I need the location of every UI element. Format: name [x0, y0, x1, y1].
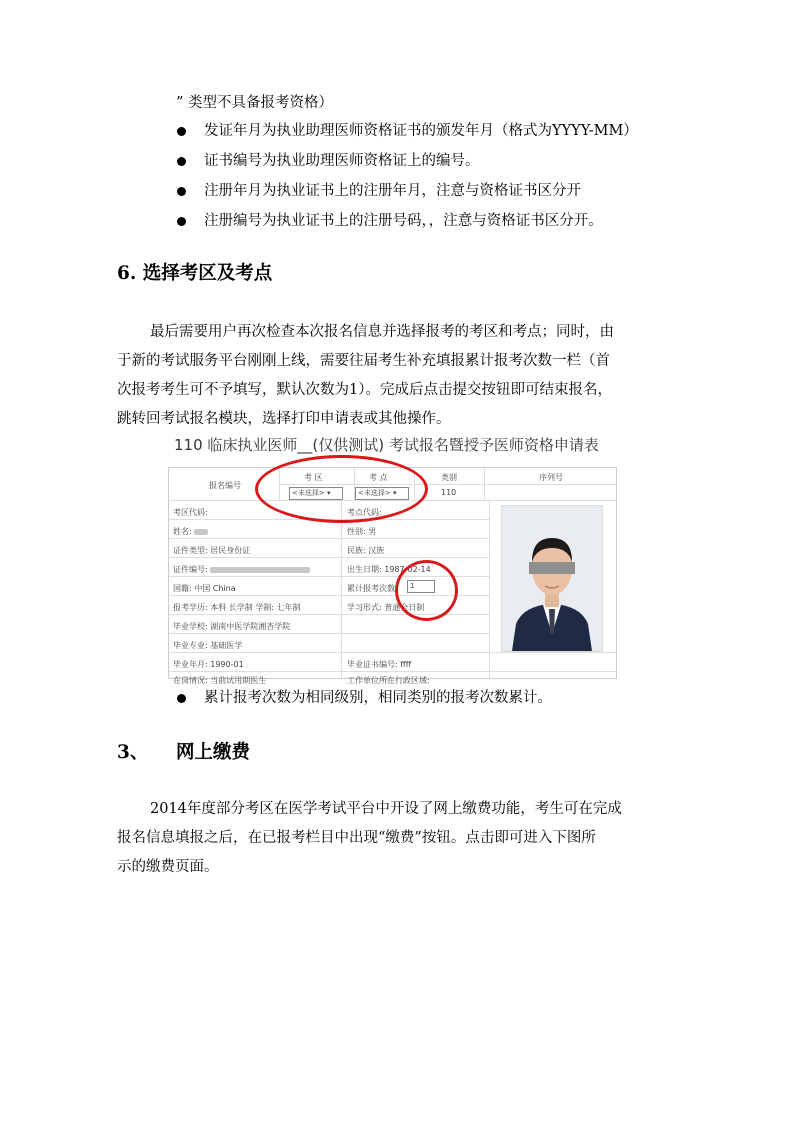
site-label: 考 点 — [369, 473, 388, 482]
chevron-down-icon: ▾ — [324, 489, 331, 497]
paragraph-line: 示的缴费页面。 — [117, 859, 219, 875]
form-field: 在岗情况: 当前试用期医生 — [173, 676, 267, 685]
bullet-dot — [177, 217, 186, 226]
form-field — [173, 526, 208, 537]
section-number: 3、 — [117, 742, 149, 763]
bullet-dot — [177, 694, 186, 703]
site-select-value: <未选择> — [358, 489, 391, 497]
divider — [169, 557, 489, 558]
form-field-label: 姓名: — [173, 527, 192, 536]
bullet-text: 累计报考次数为相同级别，相同类别的报考次数累计。 — [204, 690, 552, 706]
form-field: 证件类型: 居民身份证 — [173, 546, 251, 555]
form-field: 考区代码: — [173, 508, 208, 517]
bullet-dot — [177, 127, 186, 136]
form-field: 学习形式: 普通全日制 — [347, 603, 425, 612]
form-field: 报考学历: 本科 长学制 学制: 七年制 — [173, 603, 301, 612]
form-field: 性别: 男 — [347, 527, 377, 536]
section-paragraph — [117, 795, 665, 882]
paragraph-line: 2014年度部分考区在医学考试平台中开设了网上缴费功能，考生可在完成 — [150, 801, 622, 817]
paragraph-line: 报名信息填报之后，在已报考栏目中出现“缴费”按钮。点击即可进入下图所 — [117, 830, 596, 846]
form-field: 出生日期: 1987-02-14 — [347, 565, 431, 574]
divider — [169, 538, 489, 539]
chevron-down-icon: ▾ — [390, 489, 397, 497]
form-field: 毕业证书编号: ffff — [347, 660, 412, 669]
bullet-text: 注册年月为执业证书上的注册年月，注意与资格证书区分开 — [204, 183, 581, 199]
serial-label: 序列号 — [539, 473, 563, 482]
redacted-mark — [194, 529, 208, 535]
bullet-text: 发证年月为执业助理医师资格证书的颁发年月（格式为YYYY-MM） — [204, 123, 638, 139]
form-field: 累计报考次数: — [347, 584, 398, 593]
section-heading: 6. 选择考区及考点 — [117, 263, 273, 284]
form-field: 民族: 汉族 — [347, 546, 385, 555]
reg-no-label: 报名编号 — [209, 481, 241, 490]
redacted-mark — [210, 567, 310, 573]
area-label: 考 区 — [304, 473, 323, 482]
highlight-circle-count — [395, 560, 458, 621]
bullet-dot — [177, 187, 186, 196]
form-title: 110 临床执业医师__(仅供测试) 考试报名暨授予医师资格申请表 — [174, 436, 599, 454]
paragraph-line: 于新的考试服务平台刚刚上线，需要往届考生补充填报累计报考次数一栏（首 — [117, 353, 610, 369]
category-value: 110 — [441, 488, 457, 497]
form-field-label: 证件编号: — [173, 565, 208, 574]
category-label: 类别 — [441, 473, 457, 482]
bullet-text: 证书编号为执业助理医师资格证上的编号。 — [204, 153, 480, 169]
paragraph-line: 最后需要用户再次检查本次报名信息并选择报考的考区和考点；同时，由 — [150, 324, 614, 340]
divider — [169, 671, 616, 672]
section-paragraph — [117, 318, 665, 434]
section-heading: 网上缴费 — [176, 742, 251, 763]
highlight-circle-area-site — [255, 455, 428, 523]
form-field: 毕业专业: 基础医学 — [173, 641, 243, 650]
paragraph-line: 次报考考生可不予填写，默认次数为1）。完成后点击提交按钮即可结束报名， — [117, 382, 612, 398]
divider — [169, 633, 489, 634]
bullet-dot — [177, 157, 186, 166]
area-select-value: <未选择> — [292, 489, 325, 497]
count-input[interactable]: 1 — [407, 580, 435, 593]
paragraph-line: 跳转回考试报名模块，选择打印申请表或其他操作。 — [117, 411, 451, 427]
applicant-photo — [501, 505, 603, 652]
form-field: 毕业年月: 1990-01 — [173, 660, 244, 669]
continuation-text: ” 类型不具备报考资格） — [176, 95, 334, 111]
form-field: 考点代码: — [347, 508, 382, 517]
portrait-illustration — [502, 506, 602, 651]
bullet-text: 注册编号为执业证书上的注册号码，，注意与资格证书区分开。 — [204, 213, 603, 229]
form-field: 国籍: 中国 China — [173, 584, 236, 593]
form-field: 毕业学校: 湖南中医学院湘杏学院 — [173, 622, 291, 631]
form-field: 工作单位所在行政区域: — [347, 676, 430, 685]
form-field — [173, 564, 310, 575]
